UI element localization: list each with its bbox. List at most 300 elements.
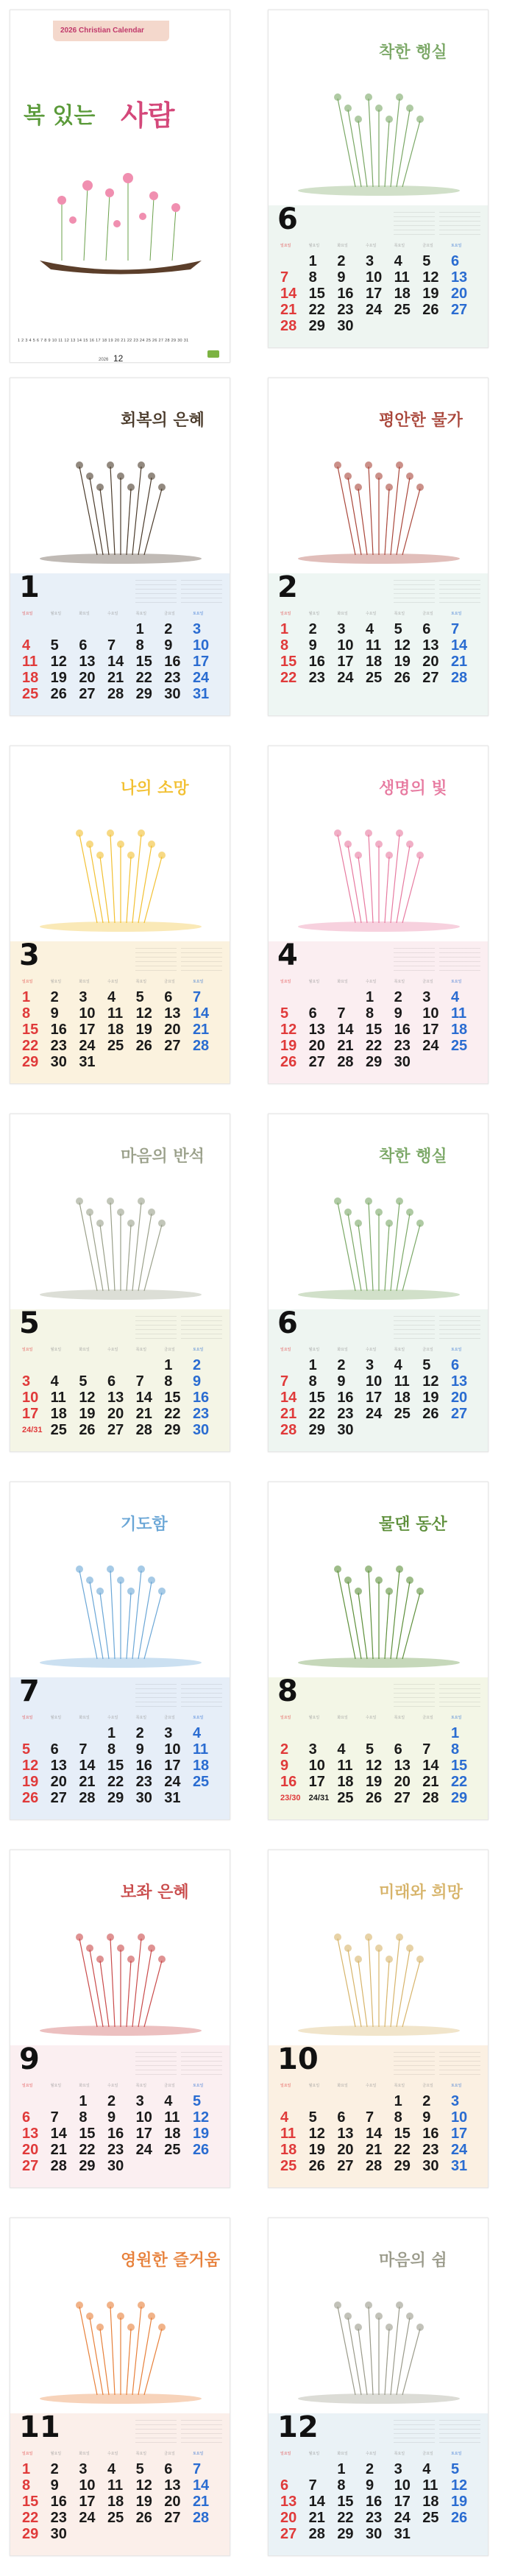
day-cell: 29 (337, 2525, 354, 2542)
mini-calendar (181, 580, 222, 605)
mini-calendar (439, 580, 480, 605)
day-cell: 1 (365, 988, 374, 1005)
day-cell: 2 (337, 1356, 346, 1373)
month-title: 영원한 즐거움 (121, 2251, 221, 2270)
mini-calendar (439, 948, 480, 973)
day-cell: 23 (365, 2509, 383, 2526)
calendar-grid (276, 2451, 482, 2542)
day-cell: 15 (450, 1757, 468, 1774)
day-cell: 10 (22, 1389, 39, 1406)
calendar-grid (276, 611, 482, 686)
week-row (18, 1373, 224, 1390)
day-cell: 29 (79, 2157, 96, 2174)
week-row (276, 670, 482, 686)
day-cell: 30 (394, 1053, 411, 1070)
weekday-label: 일요일 (22, 2084, 33, 2088)
weekday-label: 목요일 (135, 980, 147, 984)
week-row (18, 621, 224, 637)
month-card-m8 (268, 1482, 489, 1820)
day-cell: 26 (22, 1789, 39, 1806)
day-cell: 1 (135, 620, 144, 637)
day-cell: 17 (365, 285, 383, 302)
day-cell: 19 (79, 1405, 96, 1422)
week-row (18, 2477, 224, 2494)
day-cell: 23 (337, 1405, 354, 1422)
weekday-header (18, 611, 224, 617)
day-cell: 9 (308, 637, 317, 654)
day-cell: 5 (135, 988, 144, 1005)
day-cell: 7 (107, 637, 116, 654)
weekday-label: 월요일 (50, 2084, 62, 2088)
month-title: 착한 행실 (379, 43, 447, 62)
weekday-label: 일요일 (280, 2084, 291, 2088)
week-row (18, 1390, 224, 1406)
day-cell: 29 (164, 1421, 181, 1438)
day-cell: 23/30 (280, 1794, 301, 1802)
day-cell: 12 (135, 1005, 152, 1022)
month-number: 6 (277, 202, 298, 236)
weekday-label: 월요일 (308, 612, 320, 616)
day-cell: 16 (337, 285, 354, 302)
day-cell: 3 (365, 252, 374, 269)
calendar-grid (18, 2451, 224, 2542)
day-cell: 18 (192, 1757, 210, 1774)
day-cell: 22 (135, 669, 152, 686)
day-cell: 2 (394, 988, 402, 1005)
weekday-label: 금요일 (164, 2452, 175, 2456)
day-cell: 5 (79, 1373, 88, 1390)
day-cell: 18 (107, 1021, 124, 1038)
day-cell: 17 (365, 1389, 383, 1406)
day-cell: 6 (394, 1741, 402, 1758)
day-cell: 14 (280, 285, 297, 302)
weekday-label: 수요일 (365, 612, 377, 616)
day-cell: 14 (365, 2125, 383, 2142)
week-row (18, 654, 224, 670)
week-row (18, 2494, 224, 2510)
day-cell: 3 (164, 1724, 173, 1741)
day-cell: 26 (422, 1405, 439, 1422)
week-row (18, 989, 224, 1005)
week-row (18, 670, 224, 686)
day-cell: 9 (280, 1757, 289, 1774)
weekday-label: 월요일 (50, 1716, 62, 1720)
day-cell: 23 (394, 1037, 411, 1054)
day-cell: 16 (50, 2493, 67, 2510)
day-cell: 17 (22, 1405, 39, 1422)
day-cell: 18 (337, 1773, 354, 1790)
day-cell: 5 (135, 2460, 144, 2477)
day-cell: 9 (337, 269, 346, 286)
day-cell: 6 (22, 2109, 31, 2126)
month-number: 6 (277, 1306, 298, 1340)
weekday-label: 수요일 (107, 2084, 118, 2088)
day-cell: 21 (107, 669, 124, 686)
day-cell: 20 (50, 1773, 67, 1790)
day-cell: 28 (135, 1421, 152, 1438)
day-cell: 29 (22, 2525, 39, 2542)
weekday-label: 월요일 (308, 244, 320, 248)
month-number: 9 (19, 2042, 40, 2076)
day-cell: 19 (450, 2493, 468, 2510)
weekday-label: 화요일 (337, 1716, 348, 1720)
weekday-label: 월요일 (308, 980, 320, 984)
day-cell: 6 (164, 988, 173, 1005)
day-cell: 7 (422, 1741, 431, 1758)
week-row (18, 1422, 224, 1438)
weekday-label: 수요일 (365, 980, 377, 984)
weekday-label: 목요일 (135, 2084, 147, 2088)
day-cell: 1 (394, 2092, 402, 2109)
mini-calendar (394, 2420, 435, 2445)
day-cell: 24 (365, 301, 383, 318)
day-cell: 7 (450, 620, 460, 637)
day-cell: 29 (308, 317, 325, 334)
day-cell: 31 (394, 2525, 411, 2542)
day-cell: 25 (394, 1405, 411, 1422)
weekday-label: 목요일 (394, 244, 405, 248)
day-cell: 13 (164, 1005, 181, 1022)
day-cell: 11 (394, 269, 410, 286)
day-cell: 28 (280, 1421, 297, 1438)
day-cell: 5 (422, 1356, 431, 1373)
day-cell: 23 (107, 2141, 124, 2158)
day-cell: 19 (308, 2141, 325, 2158)
weekday-label: 목요일 (394, 2084, 405, 2088)
cover-dates-row: 1 2 3 4 5 6 7 8 9 10 11 12 13 14 15 16 17 18 19 20 21 22 23 24 25 26 27 28 29 30 31 (18, 339, 189, 343)
mini-calendar (181, 1316, 222, 1341)
day-cell: 20 (450, 1389, 468, 1406)
day-cell: 1 (337, 2460, 346, 2477)
day-cell: 22 (22, 2509, 39, 2526)
day-cell: 22 (308, 1405, 325, 1422)
day-cell: 4 (422, 2460, 431, 2477)
day-cell: 26 (135, 2509, 152, 2526)
day-cell: 13 (450, 269, 468, 286)
day-cell: 8 (308, 269, 317, 286)
day-cell: 18 (280, 2141, 297, 2158)
day-cell: 16 (192, 1389, 210, 1406)
day-cell: 24 (192, 669, 210, 686)
day-cell: 13 (79, 653, 96, 670)
weekday-label: 목요일 (394, 1716, 405, 1720)
day-cell: 3 (394, 2460, 402, 2477)
month-card-m3 (10, 746, 230, 1084)
weekday-label: 수요일 (107, 1348, 118, 1352)
weekday-label: 수요일 (107, 2452, 118, 2456)
week-row (276, 2510, 482, 2526)
day-cell: 28 (365, 2157, 383, 2174)
day-cell: 12 (422, 269, 439, 286)
week-row (276, 1790, 482, 1806)
month-card-m10 (268, 1850, 489, 2188)
week-row (18, 1406, 224, 1422)
day-cell: 5 (365, 1741, 374, 1758)
day-cell: 1 (280, 620, 289, 637)
day-cell: 1 (164, 1356, 173, 1373)
day-cell: 21 (337, 1037, 354, 1054)
day-cell: 12 (50, 653, 67, 670)
week-row (276, 2461, 482, 2477)
day-cell: 27 (164, 2509, 181, 2526)
day-cell: 20 (280, 2509, 297, 2526)
week-row (276, 1406, 482, 1422)
day-cell: 26 (308, 2157, 325, 2174)
day-cell: 21 (280, 1405, 297, 1422)
day-cell: 17 (394, 2493, 411, 2510)
week-row (276, 2158, 482, 2174)
week-row (276, 2142, 482, 2158)
month-title: 보좌 은혜 (121, 1883, 189, 1902)
day-cell: 15 (308, 1389, 325, 1406)
day-cell: 14 (192, 2477, 210, 2494)
day-cell: 8 (135, 637, 144, 654)
day-cell: 8 (22, 1005, 31, 1022)
mini-calendar (135, 2052, 177, 2077)
weekday-label: 목요일 (394, 1348, 405, 1352)
day-cell: 18 (394, 285, 411, 302)
week-row (276, 253, 482, 269)
day-cell: 24/31 (308, 1794, 330, 1802)
day-cell: 6 (164, 2460, 173, 2477)
day-cell: 3 (79, 988, 88, 1005)
cover-card (10, 10, 230, 363)
day-cell: 22 (280, 669, 297, 686)
day-cell: 29 (135, 685, 152, 702)
weekday-label: 금요일 (422, 980, 433, 984)
day-cell: 16 (365, 2493, 383, 2510)
weekday-header (276, 1715, 482, 1721)
mini-calendar (135, 1316, 177, 1341)
day-cell: 21 (135, 1405, 152, 1422)
mini-calendar (439, 2420, 480, 2445)
day-cell: 11 (394, 1373, 410, 1390)
weekday-label: 목요일 (135, 1348, 147, 1352)
day-cell: 4 (107, 988, 116, 1005)
week-row (18, 2093, 224, 2109)
day-cell: 1 (308, 1356, 317, 1373)
day-cell: 15 (164, 1389, 181, 1406)
month-card-m1 (10, 378, 230, 716)
day-cell: 13 (164, 2477, 181, 2494)
day-cell: 15 (337, 2493, 354, 2510)
weekday-label: 화요일 (337, 612, 348, 616)
month-card-cover6 (268, 10, 489, 348)
mini-calendar (135, 2420, 177, 2445)
day-cell: 16 (107, 2125, 124, 2142)
day-cell: 4 (164, 2092, 173, 2109)
month-title: 착한 행실 (379, 1147, 447, 1166)
day-cell: 27 (107, 1421, 124, 1438)
week-row (18, 686, 224, 702)
day-cell: 3 (79, 2460, 88, 2477)
day-cell: 25 (164, 2141, 181, 2158)
calendar-grid (276, 979, 482, 1070)
day-cell: 13 (422, 637, 439, 654)
day-cell: 10 (79, 1005, 96, 1022)
day-cell: 6 (280, 2477, 289, 2494)
week-row (18, 1038, 224, 1054)
weekday-label: 토요일 (450, 612, 462, 616)
day-cell: 5 (308, 2109, 317, 2126)
day-cell: 3 (365, 1356, 374, 1373)
day-cell: 2 (192, 1356, 202, 1373)
day-cell: 27 (337, 2157, 354, 2174)
day-cell: 21 (50, 2141, 67, 2158)
day-cell: 2 (422, 2092, 431, 2109)
day-cell: 22 (394, 2141, 411, 2158)
day-cell: 7 (308, 2477, 317, 2494)
day-cell: 19 (50, 669, 67, 686)
weekday-label: 월요일 (308, 1716, 320, 1720)
weekday-label: 일요일 (280, 1716, 291, 1720)
day-cell: 30 (365, 2525, 383, 2542)
day-cell: 15 (22, 2493, 39, 2510)
weekday-label: 수요일 (365, 1348, 377, 1352)
day-cell: 5 (50, 637, 59, 654)
weekday-label: 금요일 (164, 612, 175, 616)
day-cell: 23 (192, 1405, 210, 1422)
week-row (276, 654, 482, 670)
day-cell: 16 (50, 1021, 67, 1038)
day-cell: 18 (422, 2493, 439, 2510)
day-cell: 11 (365, 637, 382, 654)
day-cell: 7 (192, 2460, 202, 2477)
day-cell: 22 (107, 1773, 124, 1790)
mini-calendar (394, 2052, 435, 2077)
day-cell: 14 (337, 1021, 354, 1038)
week-row (18, 1758, 224, 1774)
day-cell: 12 (365, 1757, 383, 1774)
weekday-label: 일요일 (22, 980, 33, 984)
day-cell: 2 (50, 988, 59, 1005)
day-cell: 5 (422, 252, 431, 269)
day-cell: 20 (337, 2141, 354, 2158)
week-row (276, 2126, 482, 2142)
day-cell: 29 (450, 1789, 468, 1806)
weekday-label: 일요일 (280, 1348, 291, 1352)
day-cell: 26 (394, 669, 411, 686)
day-cell: 4 (394, 252, 402, 269)
weekday-label: 토요일 (450, 244, 462, 248)
weekday-label: 목요일 (394, 612, 405, 616)
day-cell: 16 (422, 2125, 439, 2142)
day-cell: 20 (422, 653, 439, 670)
weekday-label: 월요일 (50, 1348, 62, 1352)
mini-calendar (181, 948, 222, 973)
weekday-label: 토요일 (450, 980, 462, 984)
day-cell: 1 (22, 2460, 31, 2477)
day-cell: 13 (450, 1373, 468, 1390)
week-row (276, 2526, 482, 2542)
day-cell: 12 (135, 2477, 152, 2494)
day-cell: 12 (394, 637, 411, 654)
day-cell: 9 (50, 2477, 59, 2494)
week-row (18, 637, 224, 654)
day-cell: 22 (22, 1037, 39, 1054)
mini-calendar (181, 2052, 222, 2077)
week-row (18, 2126, 224, 2142)
day-cell: 28 (308, 2525, 325, 2542)
weekday-label: 금요일 (422, 2084, 433, 2088)
day-cell: 11 (337, 1757, 353, 1774)
day-cell: 4 (394, 1356, 402, 1373)
mini-calendar (135, 1684, 177, 1709)
weekday-label: 목요일 (135, 1716, 147, 1720)
week-row (18, 2158, 224, 2174)
day-cell: 24 (337, 669, 354, 686)
day-cell: 8 (337, 2477, 346, 2494)
week-row (276, 2494, 482, 2510)
day-cell: 27 (79, 685, 96, 702)
calendar-grid (18, 1715, 224, 1806)
day-cell: 15 (22, 1021, 39, 1038)
day-cell: 9 (50, 1005, 59, 1022)
day-cell: 30 (337, 317, 354, 334)
day-cell: 21 (308, 2509, 325, 2526)
week-row (276, 1758, 482, 1774)
day-cell: 10 (164, 1741, 181, 1758)
day-cell: 24 (79, 1037, 96, 1054)
weekday-label: 금요일 (422, 1348, 433, 1352)
weekday-label: 금요일 (422, 1716, 433, 1720)
day-cell: 17 (192, 653, 210, 670)
day-cell: 31 (164, 1789, 181, 1806)
day-cell: 22 (79, 2141, 96, 2158)
weekday-label: 수요일 (365, 2084, 377, 2088)
day-cell: 16 (394, 1021, 411, 1038)
day-cell: 17 (135, 2125, 152, 2142)
cover-brand: 2026 Christian Calendar (60, 26, 144, 35)
day-cell: 27 (50, 1789, 67, 1806)
weekday-label: 수요일 (365, 2452, 377, 2456)
weekday-label: 월요일 (50, 2452, 62, 2456)
mini-calendar (181, 1684, 222, 1709)
day-cell: 28 (50, 2157, 67, 2174)
day-cell: 4 (450, 988, 460, 1005)
day-cell: 16 (164, 653, 181, 670)
day-cell: 16 (135, 1757, 152, 1774)
month-title: 마음의 반석 (121, 1147, 205, 1166)
day-cell: 15 (365, 1021, 383, 1038)
week-row (276, 302, 482, 318)
day-cell: 18 (164, 2125, 181, 2142)
day-cell: 30 (192, 1421, 210, 1438)
day-cell: 24 (394, 2509, 411, 2526)
weekday-label: 금요일 (164, 1716, 175, 1720)
weekday-label: 일요일 (280, 2452, 291, 2456)
mini-calendar (135, 948, 177, 973)
week-row (276, 2477, 482, 2494)
weekday-label: 토요일 (450, 1348, 462, 1352)
cover-title-b: 사람 (121, 99, 175, 132)
day-cell: 15 (135, 653, 152, 670)
day-cell: 27 (308, 1053, 325, 1070)
weekday-label: 화요일 (337, 244, 348, 248)
day-cell: 25 (280, 2157, 297, 2174)
day-cell: 10 (79, 2477, 96, 2494)
day-cell: 7 (280, 269, 289, 286)
day-cell: 22 (450, 1773, 468, 1790)
day-cell: 27 (450, 1405, 468, 1422)
day-cell: 23 (337, 301, 354, 318)
weekday-header (18, 2451, 224, 2457)
weekday-label: 목요일 (394, 2452, 405, 2456)
weekday-label: 화요일 (79, 1716, 90, 1720)
day-cell: 22 (365, 1037, 383, 1054)
day-cell: 17 (308, 1773, 325, 1790)
day-cell: 25 (365, 669, 383, 686)
